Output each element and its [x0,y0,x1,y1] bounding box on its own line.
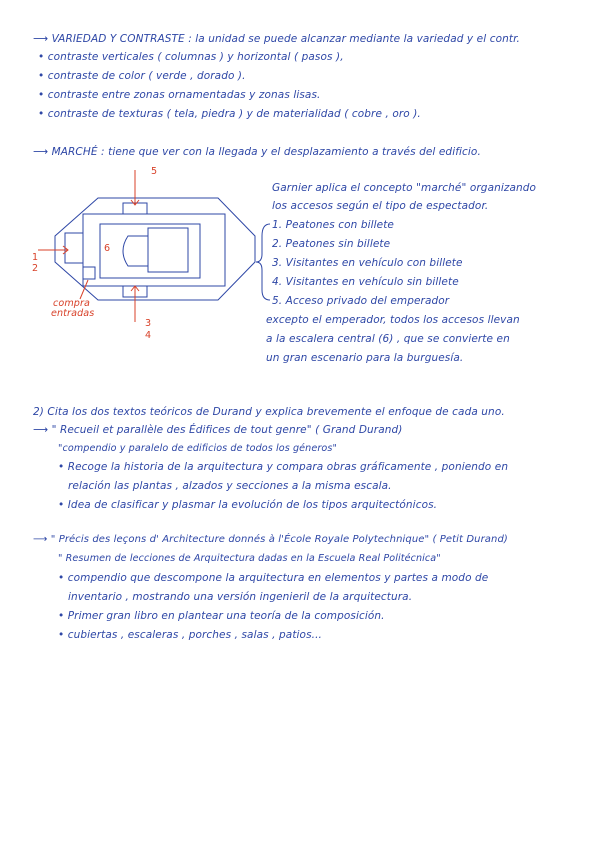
ticket-label: entradas [51,308,95,319]
list-brace [256,224,270,300]
stair-curve [123,236,148,266]
marche-outro: un gran escenario para la burguesía. [266,352,464,364]
label-2: 2 [32,263,39,274]
text1-bullet: • Idea de clasificar y plasmar la evolución de los tipos arquitectónicos. [58,499,438,511]
text2-subtitle: " Resumen de lecciones de Arquitectura dadas en la Escuela Real Politécnica" [58,553,441,564]
left-entry-box [65,233,83,263]
access-item: 5. Acceso privado del emperador [272,295,450,307]
variedad-heading: ⟶ VARIEDAD Y CONTRASTE : la unidad se puede alcanzar mediante la variedad y el contr. [33,33,520,45]
text1-bullet: relación las plantas , alzados y secciones a la misma escala. [68,480,392,492]
ticket-label: compra [53,298,91,309]
marche-intro: Garnier aplica el concepto "marché" organizando [272,182,537,194]
label-6: 6 [104,243,111,254]
central-stair [100,224,200,278]
marche-outro: a la escalera central (6) , que se convierte en [266,333,510,345]
hall-block [148,228,188,272]
access-item: 3. Visitantes en vehículo con billete [272,257,463,269]
text2-bullet: • cubiertas , escaleras , porches , salas , patios... [58,629,322,641]
marche-intro: los accesos según el tipo de espectador. [272,200,489,212]
text1-bullet: • Recoge la historia de la arquitectura y compara obras gráficamente , poniendo en [58,461,509,473]
ticket-office-box [83,267,95,279]
access-item: 4. Visitantes en vehículo sin billete [272,276,459,288]
text2-bullet: inventario , mostrando una versión ingenieril de la arquitectura. [68,591,413,603]
list-item: • contraste verticales ( columnas ) y horizontal ( pasos ), [38,51,344,63]
list-item: • contraste de texturas ( tela, piedra ) y de materialidad ( cobre , oro ). [38,108,421,120]
access-item: 2. Peatones sin billete [272,238,391,250]
access-item: 1. Peatones con billete [272,219,394,231]
label-3: 3 [145,318,152,329]
text2-bullet: • Primer gran libro en plantear una teoría de la composición. [58,610,385,622]
list-item: • contraste entre zonas ornamentadas y zonas lisas. [38,89,321,101]
label-1: 1 [32,252,39,263]
question-2: 2) Cita los dos textos teóricos de Durand y explica brevemente el enfoque de cada uno. [33,406,505,418]
text2-bullet: • compendio que descompone la arquitectura en elementos y partes a modo de [58,572,489,584]
text1-title: ⟶ " Recueil et parallèle des Édifices de tout genre" ( Grand Durand) [33,424,403,436]
text1-subtitle: "compendio y paralelo de edificios de todos los géneros" [58,443,337,454]
label-5: 5 [151,166,158,177]
marche-heading: ⟶ MARCHÉ : tiene que ver con la llegada y el desplazamiento a través del edificio. [33,146,481,158]
list-item: • contraste de color ( verde , dorado ). [38,70,246,82]
marche-outro: excepto el emperador, todos los accesos llevan [266,314,520,326]
label-4: 4 [145,330,152,341]
text2-title: ⟶ " Précis des leçons d' Architecture donnés à l'École Royale Polytechnique" ( Petit Durand) [33,534,508,545]
